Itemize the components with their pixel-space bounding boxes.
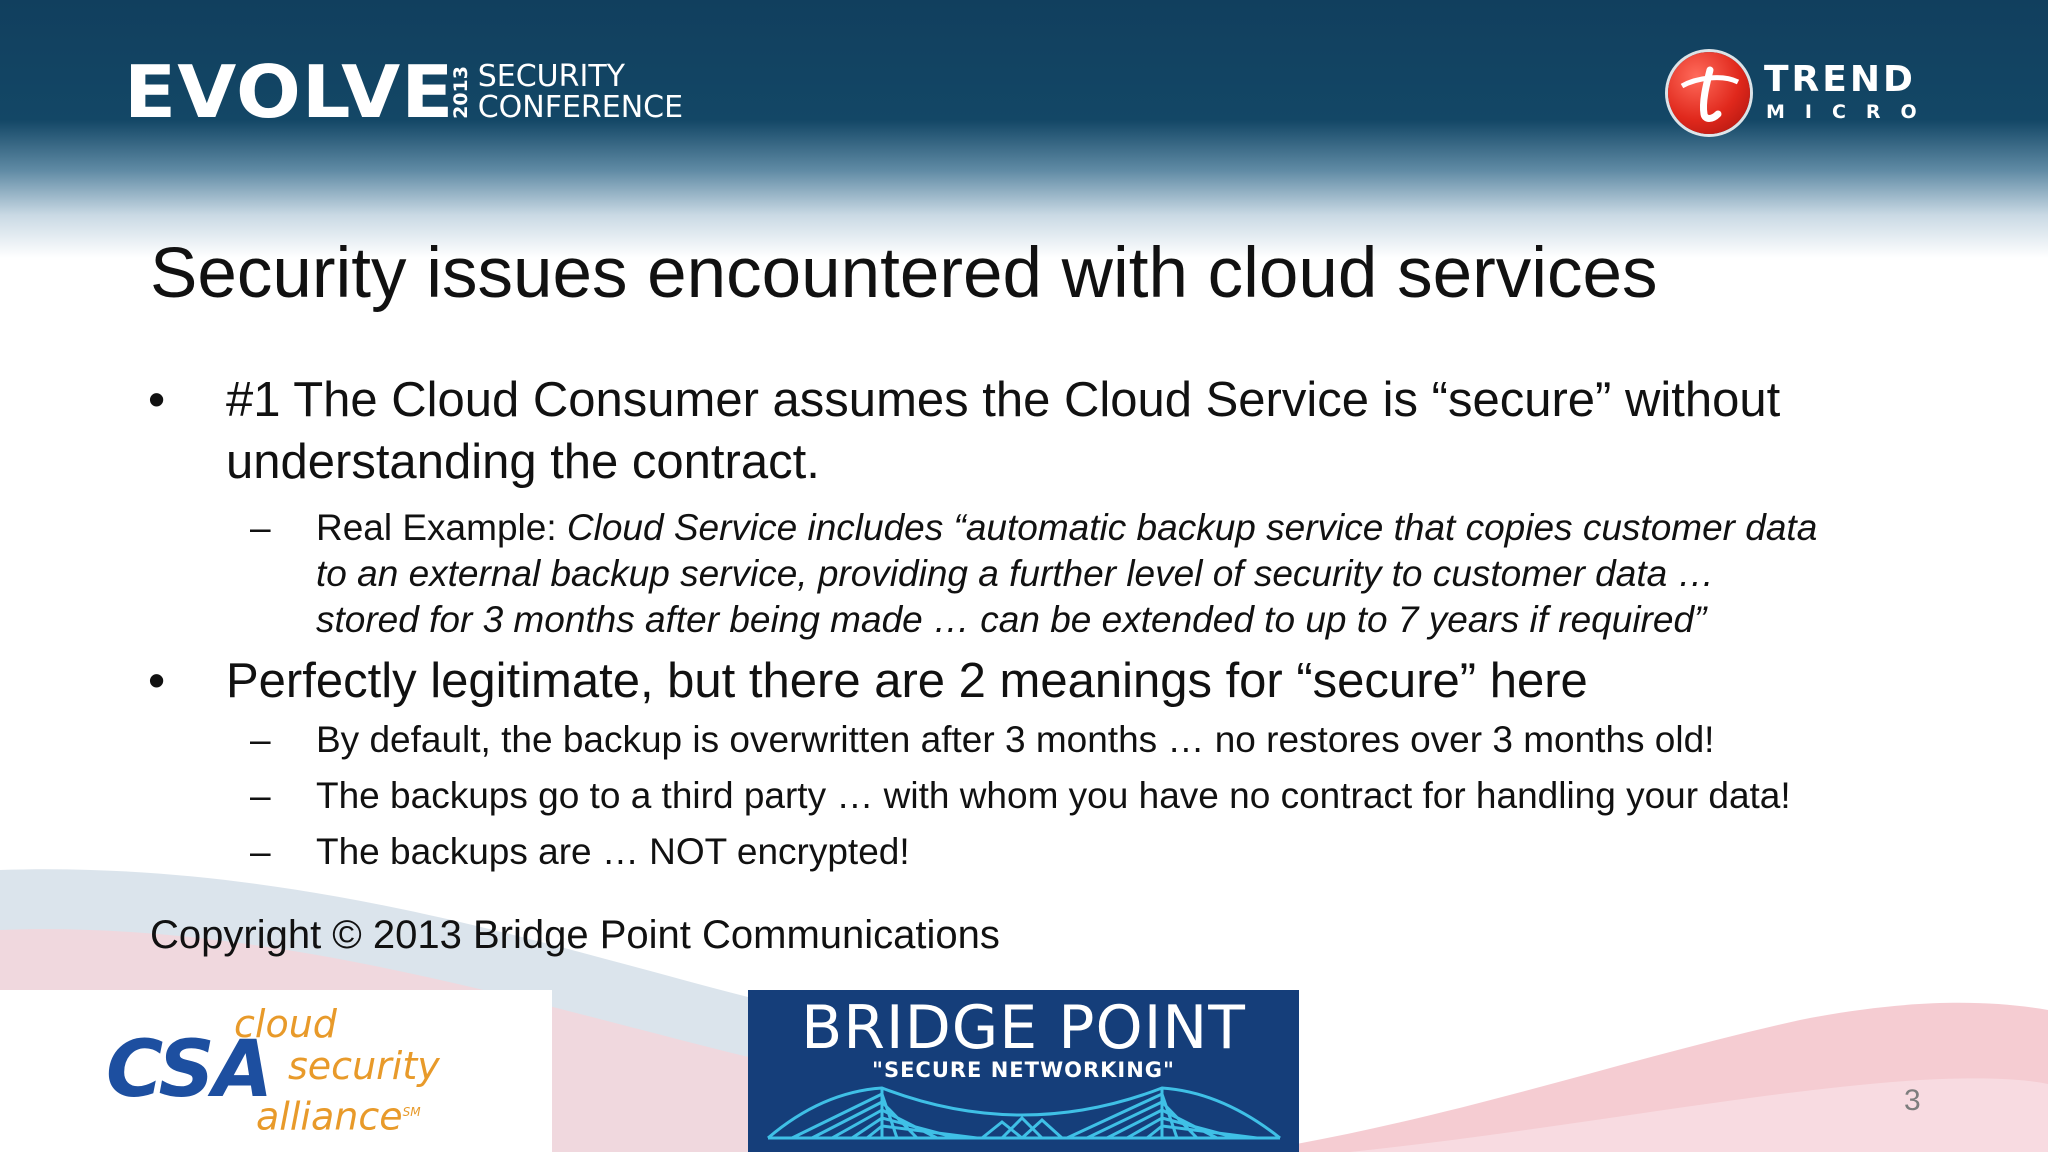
logo-wordmark: EVOLVE: [124, 50, 455, 134]
csa-word-alliance: [256, 1092, 421, 1137]
bullet-1-line-2: understanding the contract.: [226, 435, 820, 489]
real-example-quote: Cloud Service includes “automatic backup service that copies customer data: [566, 507, 1818, 548]
sub-bullet-not-encrypted: The backups are … NOT encrypted!: [316, 831, 910, 872]
sub-bullet-mark: –: [250, 719, 271, 760]
logo-year: 2013: [449, 65, 472, 119]
bridge-point-logo: [748, 990, 1299, 1152]
evolve-conference-logo: [124, 50, 684, 134]
sub-bullet-mark: –: [250, 507, 271, 548]
sub-bullet-third-party: The backups go to a third party … with whom you have no contract for handling your data!: [316, 775, 1791, 816]
bullet-mark: •: [148, 373, 166, 427]
sub-bullet-default-overwrite: By default, the backup is overwritten after 3 months … no restores over 3 months old!: [316, 719, 1715, 760]
copyright-notice: Copyright © 2013 Bridge Point Communications: [150, 913, 1000, 957]
csa-letters: CSA: [106, 1025, 272, 1115]
page-number: 3: [1904, 1084, 1921, 1117]
logo-subtitle-line2: CONFERENCE: [477, 90, 684, 125]
micro-wordmark: MICRO: [1766, 101, 1937, 123]
header-band: [0, 0, 2048, 260]
trend-wordmark: TREND: [1764, 59, 1916, 100]
csa-service-mark: SM: [402, 1105, 421, 1119]
sub-bullet-real-example-line-1: [316, 505, 1817, 551]
trend-micro-ball-icon: [1668, 52, 1750, 134]
real-example-prefix: Real Example:: [316, 507, 567, 548]
logo-subtitle-line1: SECURITY: [477, 59, 625, 94]
sub-bullet-mark: –: [250, 775, 271, 816]
bullet-mark: •: [148, 654, 166, 708]
logo-subtitle: [478, 61, 683, 123]
real-example-quote-3: stored for 3 months after being made … can be extended to up to 7 years if required”: [316, 599, 1707, 640]
bridge-point-tagline: "SECURE NETWORKING": [872, 1058, 1175, 1082]
trend-micro-logo: [1668, 52, 1937, 142]
sub-bullet-mark: –: [250, 831, 271, 872]
csa-word-security: security: [288, 1044, 440, 1088]
bridge-icon: [762, 1082, 1286, 1148]
bullet-2-line-1: Perfectly legitimate, but there are 2 meanings for “secure” here: [226, 654, 1588, 708]
bullet-1-line-1: #1 The Cloud Consumer assumes the Cloud Service is “secure” without: [226, 373, 1781, 427]
slide-title: Security issues encountered with cloud services: [150, 234, 1658, 313]
real-example-quote-2: to an external backup service, providing a further level of security to customer data …: [316, 553, 1715, 594]
csa-word-alliance-text: alliance: [256, 1094, 403, 1139]
sub-bullet-real-example-line-2: [316, 551, 1714, 597]
bridge-point-title: BRIDGE POINT: [801, 993, 1246, 1063]
csa-logo: [0, 990, 552, 1152]
sub-bullet-real-example-line-3: [316, 597, 1706, 643]
csa-word-cloud: cloud: [234, 1002, 337, 1046]
